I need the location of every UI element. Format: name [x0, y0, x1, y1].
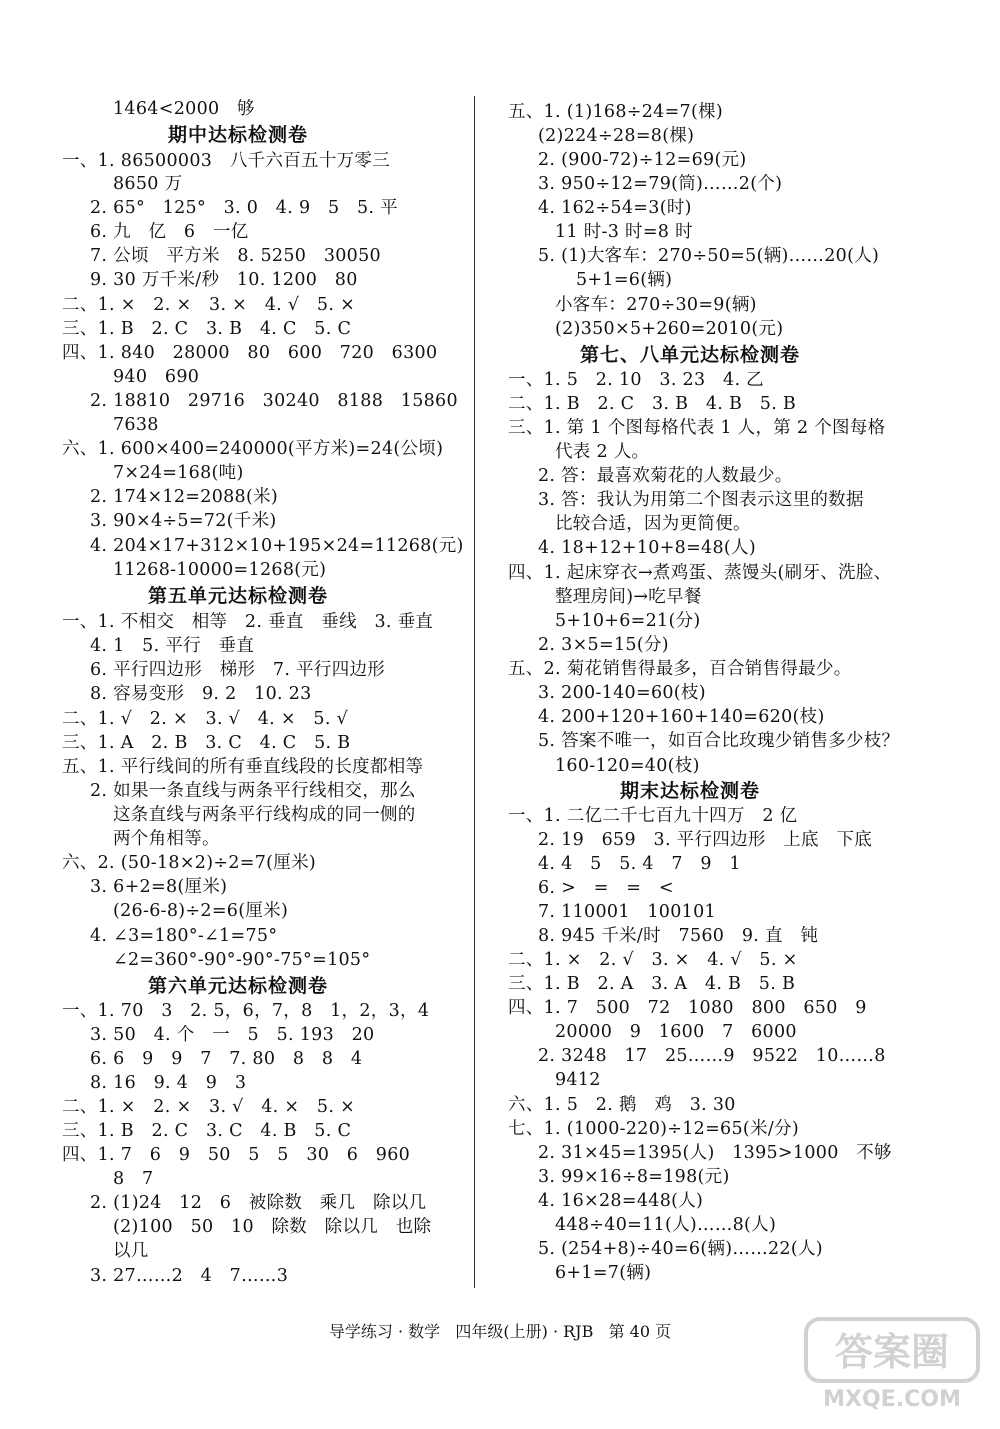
answer-line: 4. 200+120+160+140=620(枝) — [538, 707, 825, 727]
answer-line: 3. 950÷12=79(筒)……2(个) — [538, 174, 783, 194]
answer-line: 三、1. A 2. B 3. C 4. C 5. B — [62, 733, 351, 753]
answer-line: (26-6-8)÷2=6(厘米) — [113, 901, 289, 921]
answer-line: 3. 99×16÷8=198(元) — [538, 1167, 730, 1187]
answer-line: 2. 3×5=15(分) — [538, 635, 669, 655]
answer-line: 以几 — [113, 1241, 149, 1261]
answer-line: 2. 65° 125° 3. 0 4. 9 5 5. 平 — [90, 198, 398, 218]
answer-line: 2. (900-72)÷12=69(元) — [538, 150, 747, 170]
answer-line: 3. 200-140=60(枝) — [538, 683, 706, 703]
answer-line: 20000 9 1600 7 6000 — [555, 1022, 797, 1042]
answer-line: 四、1. 起床穿衣→煮鸡蛋、蒸馒头(刷牙、洗脸、 — [508, 563, 892, 583]
answer-line: 二、1. √ 2. × 3. √ 4. × 5. √ — [62, 709, 349, 729]
answer-line: 六、1. 600×400=240000(平方米)=24(公顷) — [62, 439, 444, 459]
answer-line: 2. 3248 17 25……9 9522 10……8 — [538, 1046, 886, 1066]
answer-line: 整理房间)→吃早餐 — [555, 587, 702, 607]
answer-line: 2. 174×12=2088(米) — [90, 487, 279, 507]
answer-line: ∠2=360°-90°-90°-75°=105° — [113, 950, 371, 970]
answer-line: 一、1. 二亿二千七百九十四万 2 亿 — [508, 806, 798, 826]
column-divider — [474, 96, 475, 1288]
answer-line: 3. 6+2=8(厘米) — [90, 877, 228, 897]
answer-line: 11268-10000=1268(元) — [113, 560, 327, 580]
answer-line: 448÷40=11(人)……8(人) — [555, 1215, 777, 1235]
answer-line: 比较合适，因为更简便。 — [555, 514, 751, 534]
answer-line: 四、1. 840 28000 80 600 720 6300 — [62, 343, 438, 363]
answer-line: 9. 30 万千米/秒 10. 1200 80 — [90, 270, 358, 290]
answer-line: 五、1. 平行线间的所有垂直线段的长度都相等 — [62, 757, 424, 777]
watermark-url: MXQE.COM — [823, 1387, 961, 1412]
answer-line: 二、1. × 2. × 3. √ 4. × 5. × — [62, 1097, 356, 1117]
left-top-line: 1464<2000 够 — [113, 99, 255, 119]
answer-line: 6. 平行四边形 梯形 7. 平行四边形 — [90, 660, 386, 680]
section-title-unit78: 第七、八单元达标检测卷 — [580, 344, 801, 366]
answer-line: 一、1. 不相交 相等 2. 垂直 垂线 3. 垂直 — [62, 612, 434, 632]
answer-line: 7×24=168(吨) — [113, 463, 244, 483]
watermark-logo-icon — [802, 1313, 982, 1413]
page-footer: 导学练习 · 数学 四年级(上册) · RJB 第 40 页 — [328, 1322, 672, 1341]
answer-line: 940 690 — [113, 367, 200, 387]
answer-line: 7. 公顷 平方米 8. 5250 30050 — [90, 246, 381, 266]
answer-line: 7638 — [113, 415, 159, 435]
answer-line: 七、1. (1000-220)÷12=65(米/分) — [508, 1119, 799, 1139]
answer-line: 一、1. 5 2. 10 3. 23 4. 乙 — [508, 370, 764, 390]
section-title-unit5: 第五单元达标检测卷 — [148, 585, 329, 607]
answer-line: 3. 90×4÷5=72(千米) — [90, 511, 277, 531]
answer-line: 4. 204×17+312×10+195×24=11268(元) — [90, 536, 464, 556]
answer-line: 四、1. 7 500 72 1080 800 650 9 — [508, 998, 867, 1018]
answer-line: 5. 答案不唯一，如百合比玫瑰少销售多少枝？ — [538, 731, 900, 751]
answer-line: 小客车：270÷30=9(辆) — [555, 295, 757, 315]
answer-line: 六、1. 5 2. 鹅 鸡 3. 30 — [508, 1095, 736, 1115]
answer-line: 2. 18810 29716 30240 8188 15860 — [90, 391, 458, 411]
answer-line: 2. 如果一条直线与两条平行线相交，那么 — [90, 781, 416, 801]
answer-line: 2. (1)24 12 6 被除数 乘几 除以几 — [90, 1193, 427, 1213]
answer-line: 5+10+6=21(分) — [555, 611, 701, 631]
answer-line: 四、1. 7 6 9 50 5 5 30 6 960 — [62, 1145, 411, 1165]
answer-line: 五、1. (1)168÷24=7(棵) — [508, 102, 724, 122]
answer-line: 6. > = = < — [538, 878, 674, 898]
answer-line: (2)350×5+260=2010(元) — [555, 319, 784, 339]
answer-line: 三、1. B 2. C 3. C 4. B 5. C — [62, 1121, 352, 1141]
answer-line: 8 7 — [113, 1169, 154, 1189]
answer-line: 三、1. 第 1 个图每格代表 1 人，第 2 个图每格 — [508, 418, 886, 438]
answer-line: 3. 27……2 4 7……3 — [90, 1266, 289, 1286]
answer-line: 2. 答：最喜欢菊花的人数最少。 — [538, 466, 793, 486]
answer-line: 4. ∠3=180°-∠1=75° — [90, 926, 278, 946]
answer-line: 六、2. (50-18×2)÷2=7(厘米) — [62, 853, 317, 873]
answer-line: 两个角相等。 — [113, 829, 220, 849]
answer-line: 5. (1)大客车：270÷50=5(辆)……20(人) — [538, 246, 880, 266]
answer-line: 160-120=40(枝) — [555, 756, 700, 776]
section-title-unit6: 第六单元达标检测卷 — [148, 975, 329, 997]
answer-line: 5+1=6(辆) — [576, 270, 673, 290]
answer-line: 三、1. B 2. A 3. A 4. B 5. B — [508, 974, 796, 994]
watermark-label: 答案圈 — [834, 1330, 950, 1374]
answer-line: 8. 容易变形 9. 2 10. 23 — [90, 684, 312, 704]
answer-line: 一、1. 70 3 2. 5，6，7，8 1，2，3，4 — [62, 1001, 430, 1021]
answer-line: (2)100 50 10 除数 除以几 也除 — [113, 1217, 432, 1237]
answer-line: 4. 4 5 5. 4 7 9 1 — [538, 854, 741, 874]
answer-line: 一、1. 86500003 八千六百五十万零三 — [62, 151, 391, 171]
answer-line: 二、1. × 2. √ 3. × 4. √ 5. × — [508, 950, 798, 970]
answer-line: 8. 16 9. 4 9 3 — [90, 1073, 247, 1093]
answer-line: 11 时-3 时=8 时 — [555, 222, 693, 242]
answer-line: 代表 2 人。 — [555, 442, 650, 462]
answer-line: 5. (254+8)÷40=6(辆)……22(人) — [538, 1239, 823, 1259]
answer-line: 4. 162÷54=3(时) — [538, 198, 692, 218]
answer-line: 3. 50 4. 个 一 5 5. 193 20 — [90, 1025, 375, 1045]
answer-line: 6. 九 亿 6 一亿 — [90, 222, 249, 242]
answer-line: 三、1. B 2. C 3. B 4. C 5. C — [62, 319, 352, 339]
answer-line: 二、1. × 2. × 3. × 4. √ 5. × — [62, 295, 356, 315]
answer-line: 8650 万 — [113, 174, 183, 194]
answer-line: 二、1. B 2. C 3. B 4. B 5. B — [508, 394, 797, 414]
answer-line: 6+1=7(辆) — [555, 1263, 652, 1283]
answer-line: 6. 6 9 9 7 7. 80 8 8 4 — [90, 1049, 363, 1069]
answer-line: 7. 110001 100101 — [538, 902, 716, 922]
section-title-final: 期末达标检测卷 — [620, 780, 761, 802]
answer-line: 4. 16×28=448(人) — [538, 1191, 704, 1211]
answer-line: 这条直线与两条平行线构成的同一侧的 — [113, 805, 416, 825]
answer-line: 2. 31×45=1395(人) 1395>1000 不够 — [538, 1143, 892, 1163]
answer-line: 3. 答：我认为用第二个图表示这里的数据 — [538, 490, 864, 510]
answer-line: 4. 1 5. 平行 垂直 — [90, 636, 255, 656]
section-title-midterm: 期中达标检测卷 — [168, 124, 309, 146]
answer-line: 2. 19 659 3. 平行四边形 上底 下底 — [538, 830, 873, 850]
answer-line: 8. 945 千米/时 7560 9. 直 钝 — [538, 926, 819, 946]
answer-line: 4. 18+12+10+8=48(人) — [538, 538, 756, 558]
answer-line: 9412 — [555, 1070, 601, 1090]
answer-line: (2)224÷28=8(棵) — [538, 126, 695, 146]
answer-line: 五、2. 菊花销售得最多，百合销售得最少。 — [508, 659, 852, 679]
